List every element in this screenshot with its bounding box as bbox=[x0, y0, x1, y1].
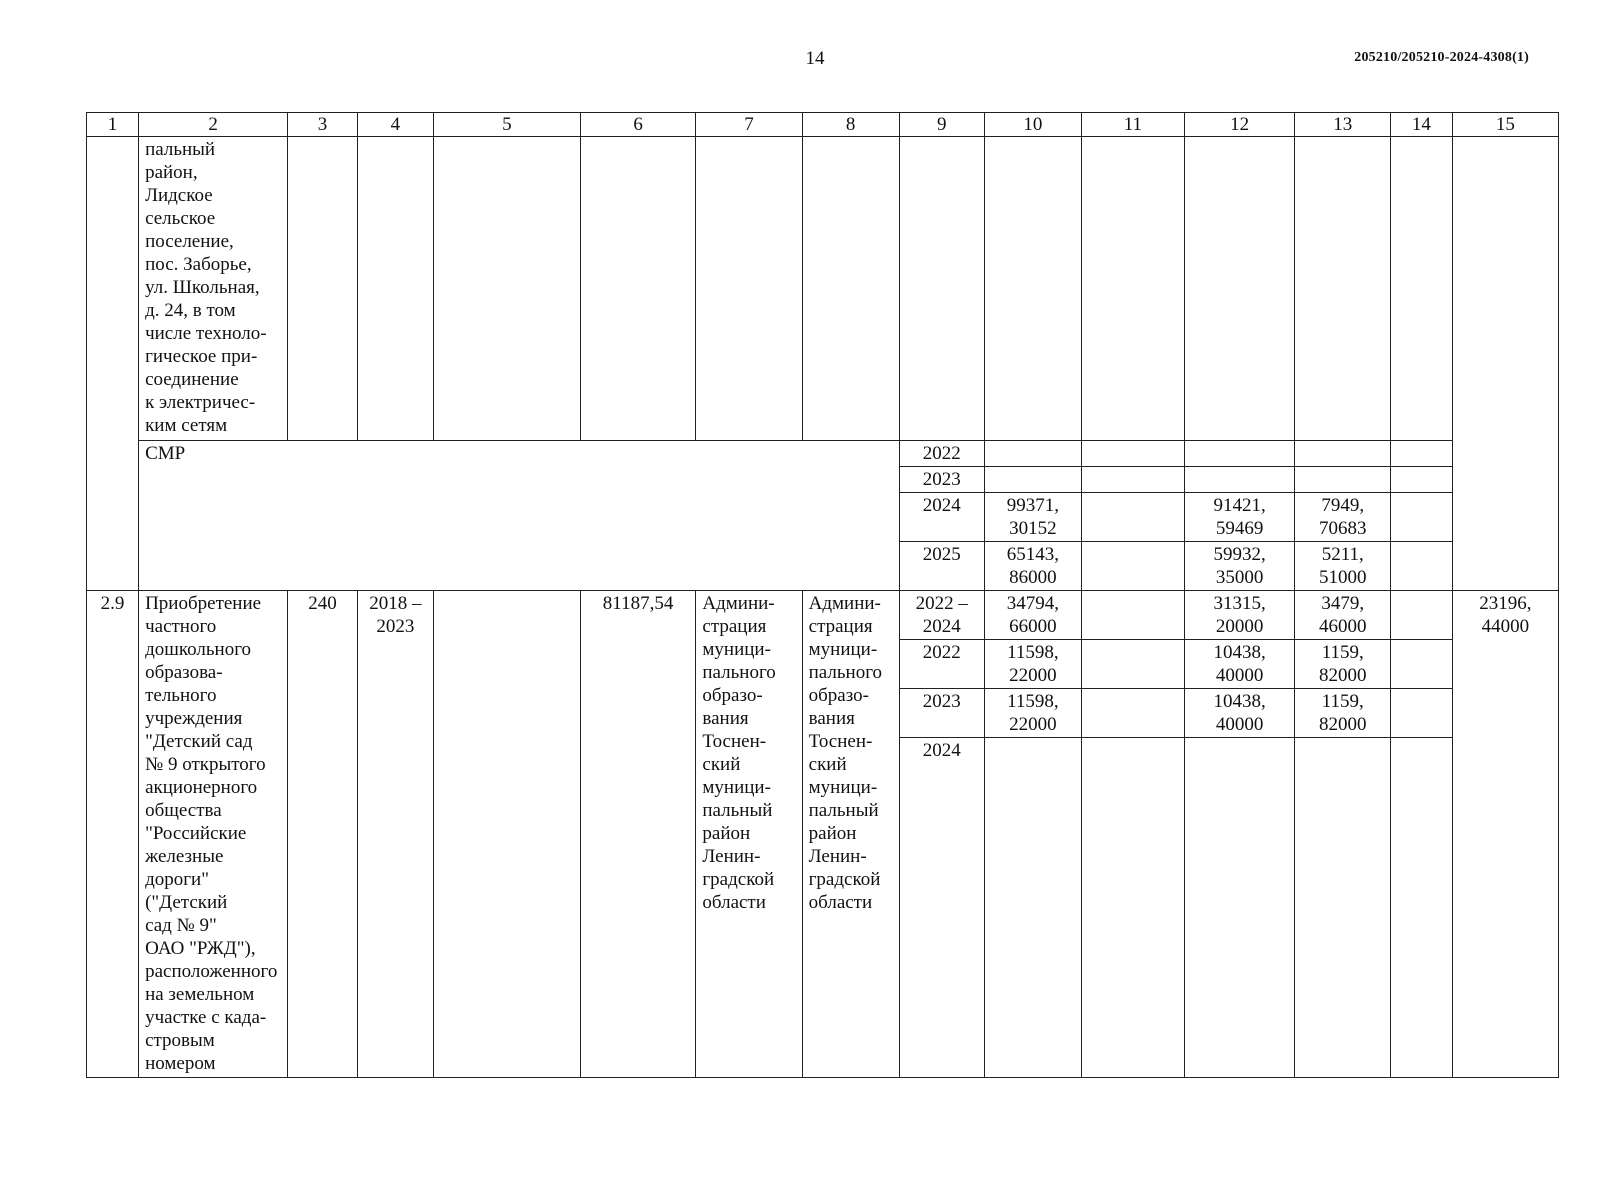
value-cell: 5211, 51000 bbox=[1295, 542, 1391, 591]
column-header: 10 bbox=[984, 113, 1081, 137]
value-cell bbox=[1081, 640, 1184, 689]
value-cell bbox=[1081, 591, 1184, 640]
value-cell bbox=[1391, 591, 1452, 640]
table-cell bbox=[984, 137, 1081, 441]
column-header: 5 bbox=[433, 113, 580, 137]
table-cell bbox=[288, 137, 358, 441]
table-cell bbox=[1391, 137, 1452, 441]
value-cell: 34794, 66000 bbox=[984, 591, 1081, 640]
table-cell bbox=[899, 137, 984, 441]
column-header: 8 bbox=[802, 113, 899, 137]
year-cell: 2022 bbox=[899, 640, 984, 689]
object-name-continued: пальный район, Лидское сельское поселение, пос. Заборье, ул. Школьная, д. 24, в том числе техноло- гическое при- соединение к электричес- ким сетям bbox=[139, 137, 288, 441]
column-header: 1 bbox=[87, 113, 139, 137]
value-cell bbox=[1081, 441, 1184, 467]
year-cell: 2023 bbox=[899, 467, 984, 493]
value-cell bbox=[1081, 493, 1184, 542]
value-cell: 11598, 22000 bbox=[984, 689, 1081, 738]
value-cell: 59932, 35000 bbox=[1184, 542, 1294, 591]
year-cell: 2024 bbox=[899, 738, 984, 1078]
value-cell: 1159, 82000 bbox=[1295, 689, 1391, 738]
value-cell bbox=[984, 738, 1081, 1078]
table-cell bbox=[1184, 137, 1294, 441]
column-header: 11 bbox=[1081, 113, 1184, 137]
table-row bbox=[87, 441, 1559, 467]
value-cell bbox=[1391, 542, 1452, 591]
table-row bbox=[87, 137, 1559, 441]
year-cell: 2025 bbox=[899, 542, 984, 591]
value-cell bbox=[1081, 467, 1184, 493]
value-cell bbox=[984, 467, 1081, 493]
value-cell bbox=[1184, 467, 1294, 493]
period-cell: 2018 – 2023 bbox=[357, 591, 433, 1078]
table-cell bbox=[580, 137, 696, 441]
value-cell bbox=[1391, 493, 1452, 542]
year-cell: 2024 bbox=[899, 493, 984, 542]
customer-cell: Админи- страция муници- пального образо- вания Тоснен- ский муници- пальный район Ленин- градской области bbox=[696, 591, 802, 1078]
document-id: 205210/205210-2024-4308(1) bbox=[1354, 50, 1529, 65]
value-cell: 11598, 22000 bbox=[984, 640, 1081, 689]
column-header: 4 bbox=[357, 113, 433, 137]
year-cell: 2023 bbox=[899, 689, 984, 738]
object-name-cell: Приобретение частного дошкольного образова- тельного учреждения "Детский сад № 9 открытого акционерного общества "Российские железные дороги" ("Детский сад № 9" ОАО "РЖД"), расположенного на земельном участке с када- стровым номером bbox=[139, 591, 288, 1078]
table-cell bbox=[1081, 137, 1184, 441]
total-cell: 23196, 44000 bbox=[1452, 591, 1558, 1078]
value-cell: 7949, 70683 bbox=[1295, 493, 1391, 542]
value-cell bbox=[1081, 738, 1184, 1078]
value-cell: 3479, 46000 bbox=[1295, 591, 1391, 640]
capacity-cell: 240 bbox=[288, 591, 358, 1078]
column-header: 14 bbox=[1391, 113, 1452, 137]
value-cell bbox=[1081, 542, 1184, 591]
value-cell bbox=[1184, 441, 1294, 467]
cost-cell: 81187,54 bbox=[580, 591, 696, 1078]
table-cell bbox=[1295, 137, 1391, 441]
column-header: 15 bbox=[1452, 113, 1558, 137]
value-cell bbox=[1391, 689, 1452, 738]
value-cell: 31315, 20000 bbox=[1184, 591, 1294, 640]
developer-cell: Админи- страция муници- пального образо- вания Тоснен- ский муници- пальный район Ленин- градской области bbox=[802, 591, 899, 1078]
value-cell: 65143, 86000 bbox=[984, 542, 1081, 591]
year-cell: 2022 bbox=[899, 441, 984, 467]
value-cell bbox=[1184, 738, 1294, 1078]
value-cell: 10438, 40000 bbox=[1184, 689, 1294, 738]
column-number-row bbox=[87, 113, 1559, 137]
table-cell bbox=[433, 137, 580, 441]
table-cell bbox=[433, 591, 580, 1078]
column-header: 3 bbox=[288, 113, 358, 137]
row-number-cell bbox=[87, 137, 139, 591]
value-cell bbox=[1391, 640, 1452, 689]
smr-label: СМР bbox=[139, 441, 899, 591]
column-header: 12 bbox=[1184, 113, 1294, 137]
value-cell bbox=[1295, 467, 1391, 493]
value-cell bbox=[1391, 738, 1452, 1078]
value-cell bbox=[1391, 441, 1452, 467]
value-cell bbox=[984, 441, 1081, 467]
value-cell bbox=[1081, 689, 1184, 738]
value-cell: 91421, 59469 bbox=[1184, 493, 1294, 542]
year-cell: 2022 – 2024 bbox=[899, 591, 984, 640]
value-cell bbox=[1295, 738, 1391, 1078]
value-cell: 99371, 30152 bbox=[984, 493, 1081, 542]
table-cell bbox=[1452, 137, 1558, 591]
column-header: 7 bbox=[696, 113, 802, 137]
value-cell: 10438, 40000 bbox=[1184, 640, 1294, 689]
column-header: 13 bbox=[1295, 113, 1391, 137]
page-number: 14 bbox=[805, 48, 825, 69]
row-number-cell: 2.9 bbox=[87, 591, 139, 1078]
table-cell bbox=[802, 137, 899, 441]
table-row bbox=[87, 591, 1559, 640]
column-header: 2 bbox=[139, 113, 288, 137]
table-cell bbox=[696, 137, 802, 441]
column-header: 9 bbox=[899, 113, 984, 137]
value-cell bbox=[1391, 467, 1452, 493]
value-cell: 1159, 82000 bbox=[1295, 640, 1391, 689]
value-cell bbox=[1295, 441, 1391, 467]
table-cell bbox=[357, 137, 433, 441]
column-header: 6 bbox=[580, 113, 696, 137]
budget-table bbox=[86, 112, 1559, 1078]
